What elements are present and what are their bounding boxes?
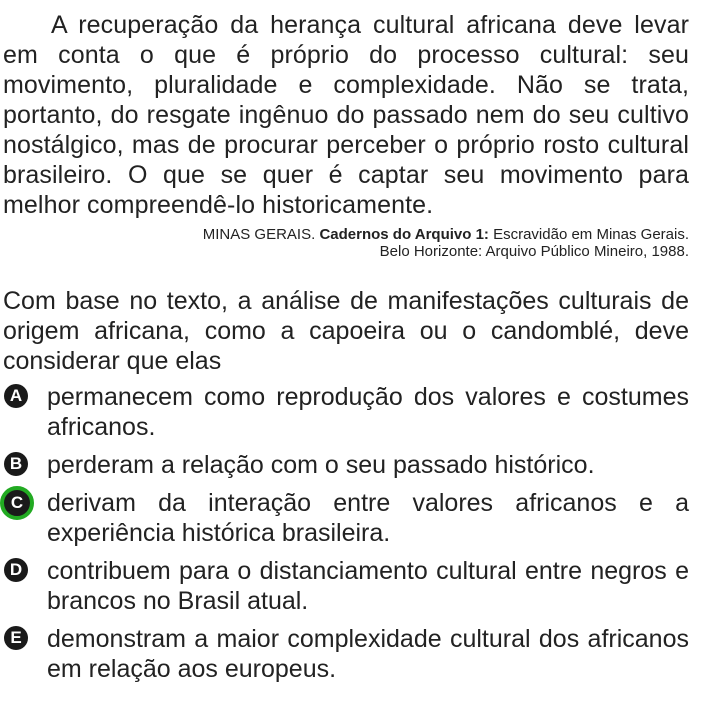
option-d-text: contribuem para o distanciamento cultural entre negros e brancos no Brasil atual. (47, 557, 689, 615)
option-b-letter-badge: B (4, 452, 28, 476)
answer-options (3, 382, 689, 684)
passage-text: A recuperação da herança cultural africana deve levar em conta o que é próprio do processo cultural: seu movimento, pluralidade e complexidade. Não se trata, portanto, do resgate ingênuo do passado nem do seu cultivo nostálgico, mas de procurar perceber o próprio rosto cultural brasileiro. O que se quer é captar seu movimento para melhor compreendê-lo historicamente. (3, 11, 689, 219)
option-e-letter-badge: E (4, 626, 28, 650)
option-e-text: demonstram a maior complexidade cultural dos africanos em relação aos europeus. (47, 625, 689, 683)
option-e[interactable] (3, 624, 689, 684)
option-c-letter-badge-selected: C (0, 486, 34, 520)
option-a-text: permanecem como reprodução dos valores e costumes africanos. (47, 383, 689, 441)
option-c-text: derivam da interação entre valores africanos e a experiência histórica brasileira. (47, 489, 689, 547)
option-a[interactable] (3, 382, 689, 442)
citation-line-1 (3, 226, 689, 243)
citation-title: Cadernos do Arquivo 1: (319, 226, 489, 243)
option-b[interactable] (3, 450, 689, 480)
citation (3, 226, 689, 260)
citation-subtitle: Escravidão em Minas Gerais. (493, 226, 689, 243)
option-a-letter-badge: A (4, 384, 28, 408)
option-c[interactable] (3, 488, 689, 548)
question-stem: Com base no texto, a análise de manifestações culturais de origem africana, como a capoeira ou o candomblé, deve considerar que elas (3, 287, 689, 375)
option-d-letter-badge: D (4, 558, 28, 582)
option-d[interactable] (3, 556, 689, 616)
option-b-text: perderam a relação com o seu passado histórico. (47, 451, 595, 479)
citation-publisher: Belo Horizonte: Arquivo Público Mineiro, 1988. (379, 243, 689, 260)
citation-author: MINAS GERAIS. (202, 226, 316, 243)
